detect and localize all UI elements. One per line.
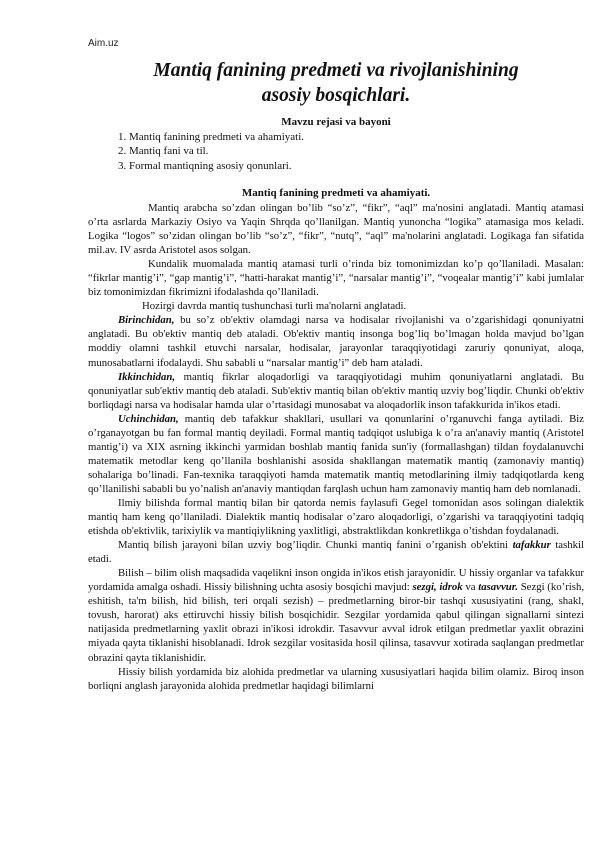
paragraph-text: Bilish – bilim olish maqsadida vaqelikni inson ongida in'ikos etish jarayonidir. U hissiy organlar va tafakkur yordamida amalga oshadi. Hissiy bilishning uchta asosiy bosqichi mavjud: bbox=[88, 567, 584, 594]
paragraph-text: tashkil etadi. bbox=[88, 539, 584, 566]
plan-item: 3. Formal mantiqning asosiy qonunlari. bbox=[118, 159, 292, 172]
paragraph: Hissiy bilish yordamida biz alohida predmetlar va ularning xususiyatlari haqida bilim olamiz. Biroq inson borliqni anglash jarayonida alohida predmetlar haqidagi bilimlarni bbox=[88, 665, 584, 692]
emphasis: sezgi, idrok bbox=[412, 581, 463, 594]
paragraph bbox=[88, 538, 584, 566]
paragraph bbox=[88, 566, 584, 664]
plan-heading: Mavzu rejasi va bayoni bbox=[281, 116, 391, 128]
paragraph: Ilmiy bilishda formal mantiq bilan bir qatorda nemis faylasufi Gegel tomonidan asos solingan dialektik mantiq ham keng qo’llaniladi. Dialektik mantiq hodisalar o’zaro aloqadorligi, o’zgarishi va taraqqiyotini tadqiq etishda ob'ektivlik, tarixiylik va mantiqiylikning yaxlitligi, abstraktlikdan konkretlikga o’tishdan foydalanadi. bbox=[88, 496, 584, 538]
paragraph bbox=[88, 412, 584, 496]
paragraph: Kundalik muomalada mantiq atamasi turli o’rinda biz tomonimizdan ko’p qo’llaniladi. Masalan: “fikrlar mantig’i”, “gap mantig’i”, “hatti-harakat mantig’i”, “narsalar mantig’i”, “voqealar mantig’i” kabi jumlalar biz tomonimizdan fikrimizni ifodalashda qo’llaniladi. bbox=[88, 258, 584, 299]
emphasis: tafakkur bbox=[512, 539, 551, 552]
paragraph bbox=[88, 313, 584, 369]
plan-item: 2. Mantiq fani va til. bbox=[118, 145, 209, 158]
paragraph-text: va bbox=[462, 581, 479, 594]
page-title-line-2: asosiy bosqichlari. bbox=[261, 85, 411, 106]
paragraph: Mantiq arabcha so’zdan olingan bo’lib “so’z”, “fikr”, “aql” ma'nosini anglatadi. Mantiq atamasi o’rta asrlarda Markaziy Osiyo va Yaqin Shrqda qo’llanilgan. Mantiq yunoncha “logika” atamasiga mos keladi. Logika “logos” so’zidan olingan bo’lib “so’z”, “fikr”, “nutq”, “aql” ma'nolarini anglatadi. Logikaga fan sifatida mil.av. IV asrda Aristotel asos solgan. bbox=[88, 202, 584, 257]
paragraph-text: Sezgi (ko’rish, eshitish, ta'm bilish, hid bilish, teri orqali sezish) – predmetlarning biror-bir tashqi xususiyatini (rang, shakl, tovush, harorat) aks ettiruvchi hissiy bilish bosqichidir. Sezgilar yordamida qabul qilingan signallarni sintezi natijasida predmetlarning yaxlit obrazi in'ikosi idrokdir. Tasavvur avval idrok etilgan predmetlar yaxlit obrazini miyada qayta tiklanishi hisoblanadi. Idrok sezgilar vositasida hosil qilinsa, tasavvur xotirada saqlangan predmetlar obrazini qayta tiklanishidir. bbox=[88, 581, 585, 664]
page-title-line-1: Mantiq fanining predmeti va rivojlanishining bbox=[153, 60, 519, 81]
emphasis: tasavvur. bbox=[478, 581, 518, 594]
paragraph-lead: Uchinchidan, bbox=[118, 412, 179, 425]
paragraph-text: Mantiq bilish jarayoni bilan uzviy bog’liqdir. Chunki mantiq fanini o’rganish ob'ektini bbox=[118, 539, 513, 552]
paragraph-text: mantiq deb tafakkur shakllari, usullari va qonunlarini o’rganuvchi fanga aytiladi. Biz o’rganayotgan bu fan formal mantiq deyiladi. Formal mantiq tadqiqot uslubiga k o’ra an'anaviy mantiq (Aristotel mantig’i) va XIX asrning ikkinchi yarmidan boshlab mantiq fanida sun'iy (formallashgan) tildan foydalanuvchi matematik metodlar keng qo’llanila boshlanishi asosida shakllangan matematik mantiq (zamonaviy mantiq) sohalariga bo’linadi. Fan-texnika taraqqiyoti hamda matematik mantiq metodlarining ilmiy tadqiqotlarda keng qo’llanilishi sababli bu yo’nalish an'anaviy mantiqdan farqlash uchun ham zamonaviy mantiq ham deb nomlanadi. bbox=[88, 412, 584, 495]
plan-item: 1. Mantiq fanining predmeti va ahamiyati. bbox=[118, 131, 305, 143]
paragraph-lead: Birinchidan, bbox=[118, 314, 175, 327]
paragraph: Hozirgi davrda mantiq tushunchasi turli ma'nolarni anglatadi. bbox=[142, 300, 407, 313]
paragraph-text: mantiq fikrlar aloqadorligi va taraqqiyotidagi muhim qonuniyatlarni anglatadi. Bu qonuniyatlar sub'ektiv mantiq deb ataladi. Sub'ektiv mantiq bilan ob'ektiv mantiq uzviy bog’liqdir. Chunki ob'ektiv borliqdagi narsa va hodisalar hamda ular o’rtasidagi munosabat va aloqadorlik inson tafakkurida in'ikos etadi. bbox=[88, 370, 584, 411]
plan-list bbox=[118, 130, 304, 173]
paragraph-text: bu so’z ob'ektiv olamdagi narsa va hodisalar rivojlanishi va o’zgarishidagi qonuniyatni anglatadi. Bu ob'ektiv mantiq deb ataladi. Ob'ektiv mantiq insonga bog’liq bo’lmagan holda mavjud bo’lgan moddiy olamni tashkil etuvchi narsalar, hodisalar, jarayonlar taraqqiyotidagi zaruriy qonuniyat, aloqa, munosabatlarni ifodalaydi. Shu sababli u “narsalar mantig’i” deb ham ataladi. bbox=[88, 314, 584, 369]
paragraph-lead: Ikkinchidan, bbox=[118, 370, 176, 383]
body-text bbox=[88, 201, 584, 693]
site-label: Aim.uz bbox=[88, 38, 119, 49]
section-heading: Mantiq fanining predmeti va ahamiyati. bbox=[241, 187, 431, 199]
paragraph bbox=[88, 370, 584, 412]
page-title bbox=[88, 58, 584, 108]
